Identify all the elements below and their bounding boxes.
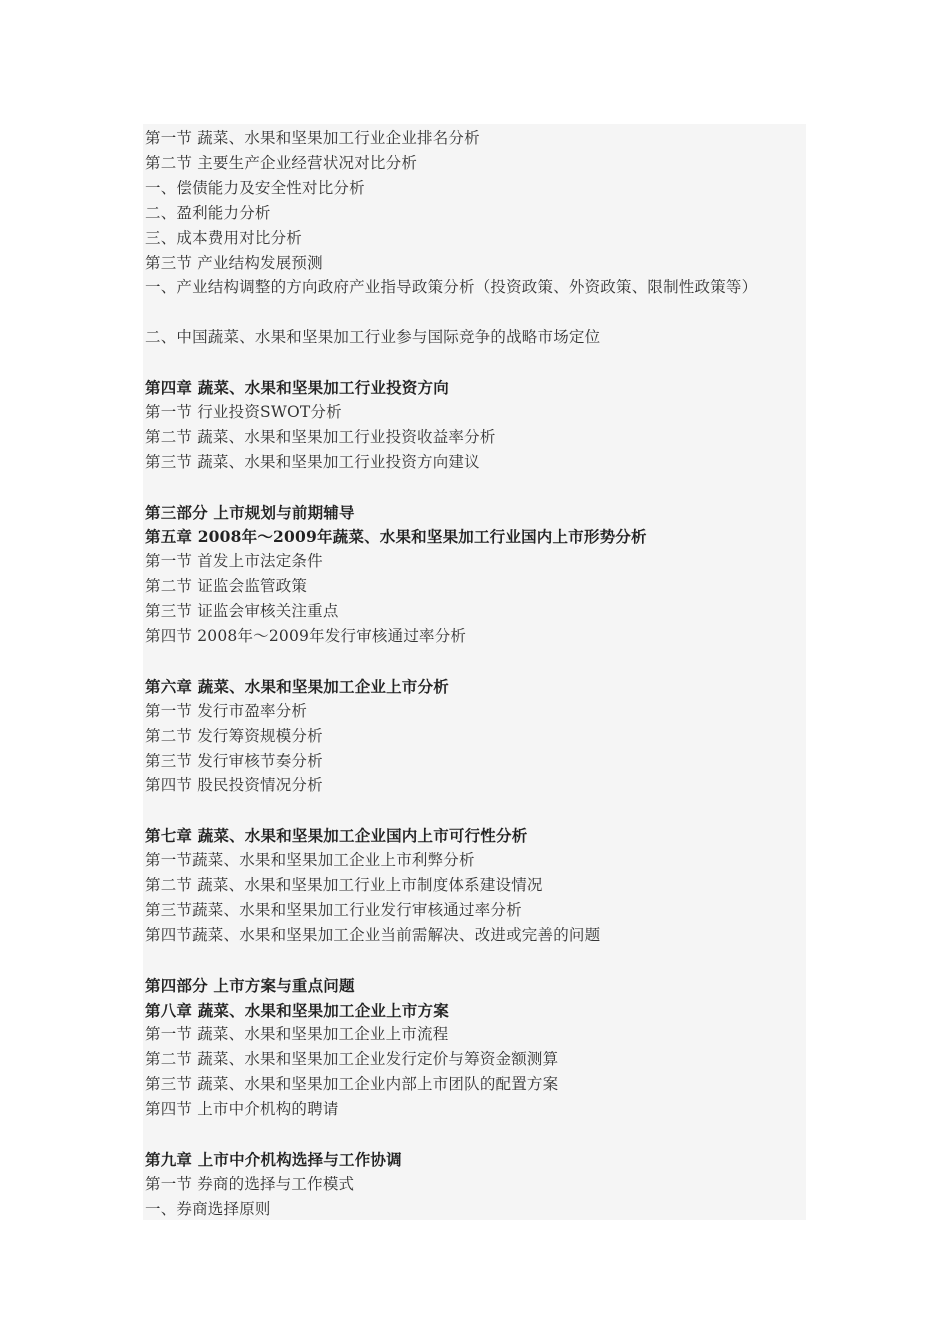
toc-entry: 第一节 蔬菜、水果和坚果加工行业企业排名分析 [145,129,480,147]
toc-entry: 第四节 上市中介机构的聘请 [145,1100,339,1119]
toc-entry: 一、偿债能力及安全性对比分析 [145,178,365,197]
toc-entry: 第一节蔬菜、水果和坚果加工企业上市利弊分析 [145,851,475,870]
toc-entry: 二、中国蔬菜、水果和坚果加工行业参与国际竞争的战略市场定位 [145,328,601,347]
toc-entry: 第一节 行业投资SWOT分析 [145,402,342,421]
toc-entry: 第二节 主要生产企业经营状况对比分析 [145,153,418,172]
toc-entry: 第二节 蔬菜、水果和坚果加工行业投资收益率分析 [145,427,496,446]
section-heading: 第四章 蔬菜、水果和坚果加工行业投资方向 [145,378,449,397]
toc-entry: 第四节蔬菜、水果和坚果加工企业当前需解决、改进或完善的问题 [145,925,601,944]
toc-entry: 一、产业结构调整的方向政府产业指导政策分析（投资政策、外资政策、限制性政策等） [145,278,758,297]
toc-entry: 一、券商选择原则 [145,1199,271,1218]
toc-entry: 三、成本费用对比分析 [145,228,303,247]
toc-entry: 第一节 发行市盈率分析 [145,701,308,720]
toc-entry: 第三节 产业结构发展预测 [145,253,323,272]
section-heading: 第六章 蔬菜、水果和坚果加工企业上市分析 [145,676,449,696]
section-heading: 第七章 蔬菜、水果和坚果加工企业国内上市可行性分析 [145,826,528,846]
toc-entry: 第三节蔬菜、水果和坚果加工行业发行审核通过率分析 [145,900,522,919]
document-content-block [143,124,806,1220]
section-heading: 第三部分 上市规划与前期辅导 [145,502,355,522]
toc-entry: 第四节 2008年～2009年发行审核通过率分析 [145,627,467,645]
toc-entry: 第三节 发行审核节奏分析 [145,751,323,770]
toc-entry: 第一节 首发上市法定条件 [145,552,323,571]
toc-entry: 第一节 蔬菜、水果和坚果加工企业上市流程 [145,1025,449,1044]
section-heading: 第八章 蔬菜、水果和坚果加工企业上市方案 [145,1000,449,1020]
toc-entry: 第二节 蔬菜、水果和坚果加工行业上市制度体系建设情况 [145,876,543,894]
toc-entry: 第二节 蔬菜、水果和坚果加工企业发行定价与筹资金额测算 [145,1050,559,1069]
toc-entry: 第三节 证监会审核关注重点 [145,602,339,621]
toc-entry: 第二节 发行筹资规模分析 [145,726,323,745]
toc-entry: 第四节 股民投资情况分析 [145,776,323,795]
toc-entry: 第二节 证监会监管政策 [145,577,308,596]
section-heading: 第五章 2008年～2009年蔬菜、水果和坚果加工行业国内上市形势分析 [145,527,647,547]
toc-entry: 第三节 蔬菜、水果和坚果加工行业投资方向建议 [145,452,480,471]
toc-entry: 第三节 蔬菜、水果和坚果加工企业内部上市团队的配置方案 [145,1075,559,1094]
section-heading: 第四部分 上市方案与重点问题 [145,975,355,995]
toc-entry: 二、盈利能力分析 [145,203,271,222]
section-heading: 第九章 上市中介机构选择与工作协调 [145,1149,402,1169]
toc-entry: 第一节 券商的选择与工作模式 [145,1174,355,1193]
